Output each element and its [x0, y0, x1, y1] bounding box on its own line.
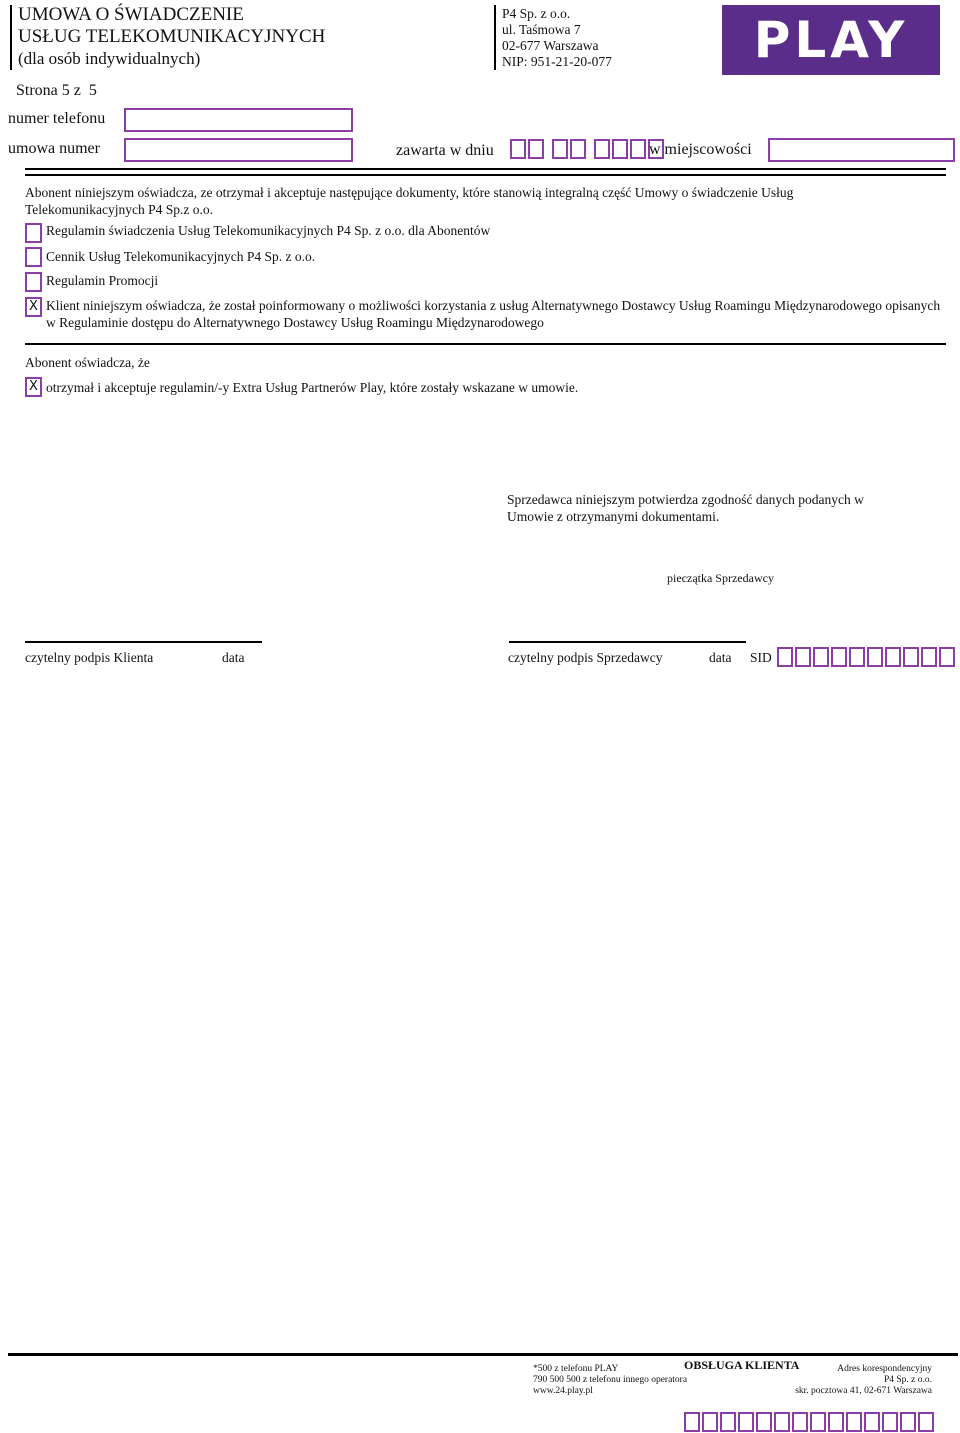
sid-digit-box[interactable] [831, 647, 847, 667]
checkbox-cennik[interactable] [25, 247, 42, 267]
place-field[interactable] [768, 138, 955, 162]
checkbox-regulamin[interactable] [25, 223, 42, 243]
footer-box [774, 1412, 790, 1432]
footer-website: www.24.play.pl [533, 1386, 593, 1396]
seller-signature-line [509, 641, 746, 643]
section-divider [25, 168, 946, 170]
footer-box [738, 1412, 754, 1432]
client-date-label: data [222, 650, 245, 665]
item-regulamin: Regulamin świadczenia Usług Telekomunikacyjnych P4 Sp. z o.o. dla Abonentów [46, 223, 491, 238]
sid-label: SID [750, 650, 772, 665]
contract-label: umowa numer [8, 140, 100, 157]
footer-barcode-boxes [684, 1412, 936, 1432]
place-label: w miejscowości [649, 141, 752, 158]
stamp-label: pieczątka Sprzedawcy [667, 571, 774, 585]
footer-box [864, 1412, 880, 1432]
footer-box [828, 1412, 844, 1432]
footer-phone-other: 790 500 500 z telefonu innego operatora [533, 1375, 688, 1385]
footer-box [684, 1412, 700, 1432]
footer-divider [8, 1353, 958, 1356]
logo-text: PLAY [753, 11, 909, 69]
contract-number-field[interactable] [124, 138, 353, 162]
footer-box [810, 1412, 826, 1432]
item-promocja: Regulamin Promocji [46, 273, 159, 288]
date-digit-box[interactable] [510, 139, 526, 159]
date-digit-box[interactable] [612, 139, 628, 159]
document-title [18, 4, 325, 70]
sid-digit-box[interactable] [903, 647, 919, 667]
sid-digit-box[interactable] [849, 647, 865, 667]
footer-service-title: OBSŁUGA KLIENTA [684, 1358, 800, 1372]
abonent-label: Abonent oświadcza, że [25, 355, 150, 370]
seller-confirmation: Sprzedawca niniejszym potwierdza zgodność danych podanych w Umowie z otrzymanymi dokumentami. [507, 492, 864, 524]
title-line-1: UMOWA O ŚWIADCZENIE [18, 4, 244, 25]
date-digit-boxes[interactable] [510, 139, 666, 159]
item-roaming: Klient niniejszym oświadcza, że został poinformowany o możliwości korzystania z usług Alternatywnego Dostawcy Usług Roamingu Międzynarodowego opisanych w Regulaminie dostępu do Alternatywnego Dostawcy Usług Roamingu Międzynarodowego [46, 298, 941, 330]
footer-box [882, 1412, 898, 1432]
company-city: 02-677 Warszawa [502, 38, 599, 53]
checkbox-extra-uslugi[interactable]: X [25, 377, 42, 397]
footer-box [702, 1412, 718, 1432]
footer-box [792, 1412, 808, 1432]
phone-label: numer telefonu [8, 110, 106, 127]
client-signature-label: czytelny podpis Klienta [25, 650, 154, 665]
section-divider [25, 343, 946, 345]
date-digit-box[interactable] [528, 139, 544, 159]
sid-digit-box[interactable] [885, 647, 901, 667]
footer-address-company: P4 Sp. z o.o. [883, 1375, 932, 1385]
footer-address-title: Adres korespondencyjny [837, 1364, 932, 1374]
checkbox-promocja[interactable] [25, 272, 42, 292]
footer-contact [533, 1364, 687, 1397]
company-name: P4 Sp. z o.o. [502, 6, 571, 21]
footer-address-line: skr. pocztowa 41, 02-671 Warszawa [795, 1386, 932, 1396]
header-bar-left [10, 5, 12, 70]
seller-date-label: data [709, 650, 732, 665]
date-digit-box[interactable] [594, 139, 610, 159]
title-line-3: (dla osób indywidualnych) [18, 49, 201, 68]
play-logo [722, 5, 940, 75]
footer-phone-play: *500 z telefonu PLAY [533, 1364, 619, 1374]
sid-digit-boxes[interactable] [777, 647, 957, 667]
header-bar-company [494, 5, 496, 70]
section-divider [25, 174, 946, 176]
sid-digit-box[interactable] [939, 647, 955, 667]
sid-digit-box[interactable] [813, 647, 829, 667]
footer-box [900, 1412, 916, 1432]
company-street: ul. Taśmowa 7 [502, 22, 581, 37]
sid-digit-box[interactable] [777, 647, 793, 667]
date-label: zawarta w dniu [396, 142, 494, 159]
footer-box [720, 1412, 736, 1432]
sid-digit-box[interactable] [921, 647, 937, 667]
phone-field[interactable] [124, 108, 353, 132]
company-nip: NIP: 951-21-20-077 [502, 54, 612, 69]
item-extra-uslugi: otrzymał i akceptuje regulamin/-y Extra Usług Partnerów Play, które zostały wskazane w umowie. [46, 380, 579, 395]
company-address [502, 6, 612, 70]
item-cennik: Cennik Usług Telekomunikacyjnych P4 Sp. z o.o. [46, 249, 316, 264]
sid-digit-box[interactable] [867, 647, 883, 667]
date-digit-box[interactable] [630, 139, 646, 159]
footer-address [790, 1364, 932, 1397]
footer-box [846, 1412, 862, 1432]
title-line-2: USŁUG TELEKOMUNIKACYJNYCH [18, 26, 326, 47]
date-digit-box[interactable] [570, 139, 586, 159]
client-signature-line [25, 641, 262, 643]
statement-intro: Abonent niniejszym oświadcza, ze otrzymał i akceptuje następujące dokumenty, które stanowią integralną część Umowy o świadczenie Usług Telekomunikacyjnych P4 Sp.z o.o. [25, 185, 794, 217]
checkbox-roaming[interactable]: X [25, 297, 42, 317]
footer-box [756, 1412, 772, 1432]
date-digit-box[interactable] [552, 139, 568, 159]
seller-signature-label: czytelny podpis Sprzedawcy [508, 650, 663, 665]
sid-digit-box[interactable] [795, 647, 811, 667]
footer-box [918, 1412, 934, 1432]
page-number: Strona 5 z 5 [16, 82, 97, 99]
